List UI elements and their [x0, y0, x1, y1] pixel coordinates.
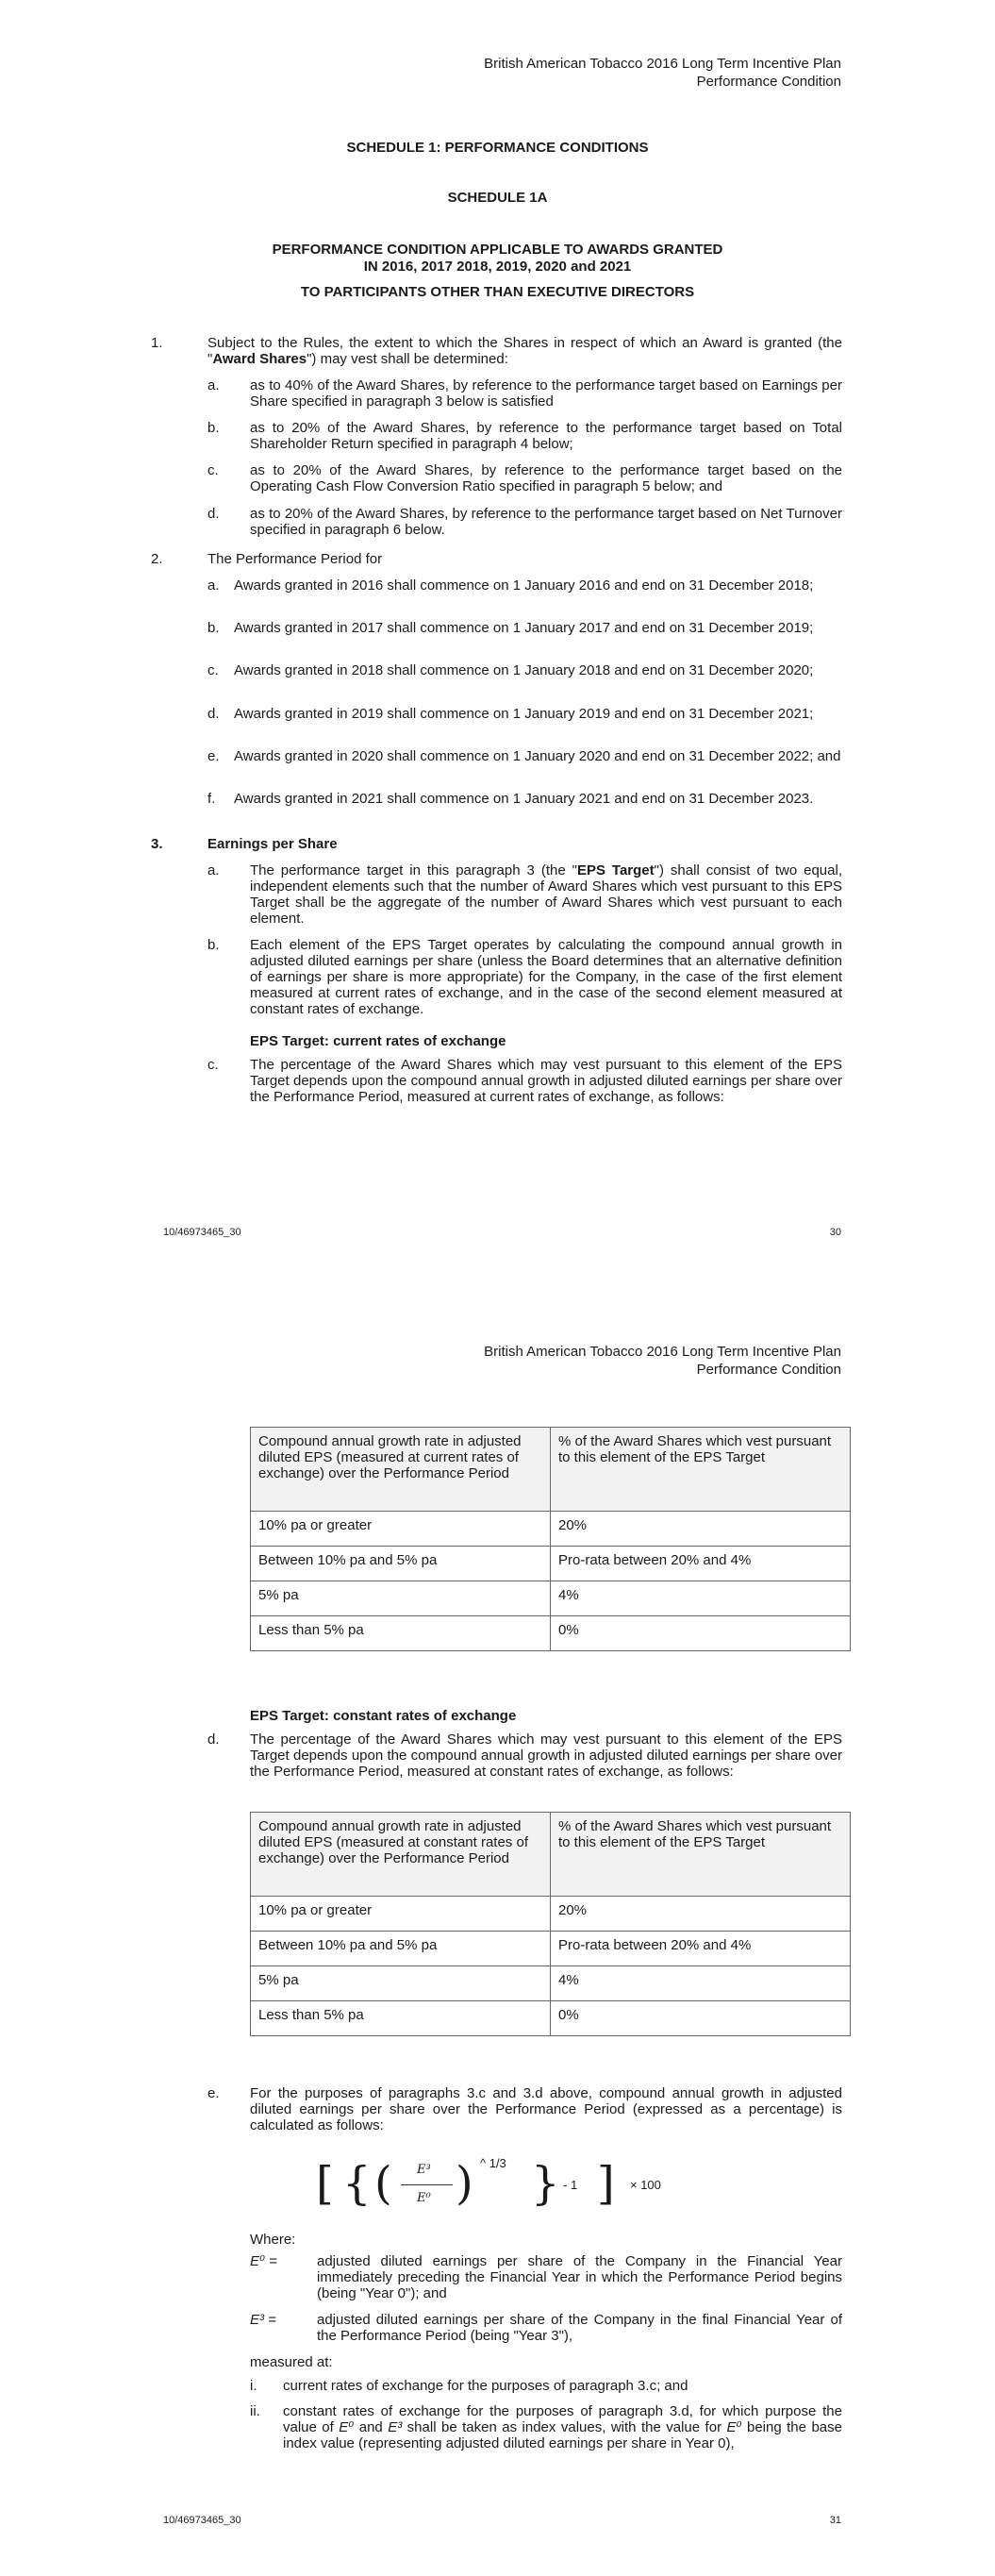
item-label: b.	[207, 937, 220, 953]
section-number: 1.	[151, 335, 163, 351]
section-number: 3.	[151, 836, 163, 852]
header-line-2: Performance Condition	[696, 74, 841, 90]
footer-reference: 10/46973465_30	[163, 1227, 241, 1238]
item-label: b.	[207, 620, 220, 636]
section-2-text: The Performance Period for	[207, 551, 383, 567]
list-item: Awards granted in 2017 shall commence on 1 January 2017 and end on 31 December 2019;	[234, 620, 814, 636]
defined-term: EPS Target	[576, 862, 655, 878]
table-row	[251, 1897, 851, 1932]
paragraph-3b: Each element of the EPS Target operates by calculating the compound annual growth in adjusted diluted earnings per share (unless the Board determines that an alternative definition of earnings per share is more appropriate) for the Company, in the case of the first element measured at current rates of exchange, and in the case of the second element measured at constant rates of exchange.	[250, 937, 842, 1017]
e0-definition: adjusted diluted earnings per share of the Company in the Financial Year immediately preceding the Financial Year in which the Performance Period begins (being "Year 0"); and	[317, 2253, 842, 2301]
page-number: 31	[829, 2515, 841, 2526]
paragraph-3d: The percentage of the Award Shares which may vest pursuant to this element of the EPS Target depends upon the compound annual growth in adjusted diluted earnings per share over the Performance Period, measured at constant rates of exchange, as follows:	[250, 1731, 842, 1780]
list-item: Awards granted in 2021 shall commence on 1 January 2021 and end on 31 December 2023.	[234, 791, 814, 807]
list-item: as to 40% of the Award Shares, by reference to the performance target based on Earnings per Share specified in paragraph 3 below is satisfied	[250, 377, 842, 410]
eps-constant-rates-table	[250, 1812, 851, 2036]
table-cell: Pro-rata between 20% and 4%	[551, 1932, 851, 1966]
formula-numerator: E³	[417, 2163, 431, 2177]
item-label: c.	[207, 662, 219, 678]
table-row	[251, 1616, 851, 1651]
item-label: a.	[207, 862, 220, 878]
table-header-row	[251, 1428, 851, 1512]
list-item: Awards granted in 2019 shall commence on 1 January 2019 and end on 31 December 2021;	[234, 706, 814, 722]
list-item: Awards granted in 2016 shall commence on 1 January 2016 and end on 31 December 2018;	[234, 577, 814, 594]
table-header-cell: Compound annual growth rate in adjusted diluted EPS (measured at constant rates of exchange) over the Performance Period	[251, 1813, 551, 1897]
eps-current-rates-table	[250, 1427, 851, 1651]
e0-label: E⁰ =	[250, 2253, 277, 2269]
item-label: d.	[207, 506, 220, 522]
list-item: as to 20% of the Award Shares, by reference to the performance target based on the Operating Cash Flow Conversion Ratio specified in paragraph 5 below; and	[250, 462, 842, 494]
formula-close-brace: }	[531, 2157, 560, 2210]
page-31	[0, 1288, 995, 2576]
item-label: ii.	[250, 2403, 260, 2419]
condition-title-1: PERFORMANCE CONDITION APPLICABLE TO AWARDS GRANTED	[272, 242, 723, 258]
table-cell: Pro-rata between 20% and 4%	[551, 1547, 851, 1581]
header-line-2: Performance Condition	[696, 1362, 841, 1378]
section-number: 2.	[151, 551, 163, 567]
item-label: e.	[207, 748, 220, 764]
item-label: i.	[250, 2378, 257, 2394]
formula-open-brace: {	[342, 2157, 372, 2210]
paragraph-3a: The performance target in this paragraph 3 (the "EPS Target") shall consist of two equal, independent elements such that the number of Award Shares which vest pursuant to this EPS Target shall be the aggregate of the number of Award Shares which vest pursuant to each element.	[250, 862, 842, 927]
item-label: d.	[207, 706, 220, 722]
table-header-cell: Compound annual growth rate in adjusted diluted EPS (measured at current rates of exchange) over the Performance Period	[251, 1428, 551, 1512]
list-item: Awards granted in 2020 shall commence on 1 January 2020 and end on 31 December 2022; and	[234, 748, 841, 764]
item-label: c.	[207, 462, 219, 478]
list-item: as to 20% of the Award Shares, by reference to the performance target based on Total Shareholder Return specified in paragraph 4 below;	[250, 420, 842, 452]
condition-title-2: IN 2016, 2017 2018, 2019, 2020 and 2021	[363, 259, 632, 275]
item-label: a.	[207, 377, 220, 393]
e3-label: E³ =	[250, 2312, 276, 2328]
item-label: b.	[207, 420, 220, 436]
table-cell: Between 10% pa and 5% pa	[251, 1547, 551, 1581]
table-row	[251, 1932, 851, 1966]
formula-exponent: ^ 1/3	[480, 2156, 506, 2170]
running-header	[484, 55, 841, 91]
running-header	[484, 1343, 841, 1379]
header-line-1: British American Tobacco 2016 Long Term Incentive Plan	[484, 1344, 841, 1360]
formula-close-bracket: ]	[597, 2157, 615, 2210]
measured-at-label: measured at:	[250, 2354, 333, 2370]
table-row	[251, 2001, 851, 2036]
measure-item-i: current rates of exchange for the purposes of paragraph 3.c; and	[283, 2378, 688, 2394]
item-label: d.	[207, 1731, 220, 1748]
defined-term: Award Shares	[212, 351, 307, 367]
table-cell: 0%	[551, 1616, 851, 1651]
where-label: Where:	[250, 2232, 296, 2248]
table-row	[251, 1547, 851, 1581]
header-line-1: British American Tobacco 2016 Long Term Incentive Plan	[484, 56, 841, 72]
formula-close-paren: )	[456, 2157, 473, 2210]
item-label: f.	[207, 791, 216, 807]
table-header-row	[251, 1813, 851, 1897]
paragraph-3c: The percentage of the Award Shares which may vest pursuant to this element of the EPS Target depends upon the compound annual growth in adjusted diluted earnings per share over the Performance Period, measured at current rates of exchange, as follows:	[250, 1057, 842, 1105]
table-row	[251, 1966, 851, 2001]
e3-definition: adjusted diluted earnings per share of the Company in the final Financial Year of the Performance Period (being "Year 3"),	[317, 2312, 842, 2344]
table-row	[251, 1512, 851, 1547]
table-row	[251, 1581, 851, 1616]
formula-open-bracket: [	[316, 2157, 334, 2210]
section-1-text: Subject to the Rules, the extent to which the Shares in respect of which an Award is granted (the "Award Shares") may vest shall be determined:	[207, 335, 842, 367]
measure-item-ii: constant rates of exchange for the purposes of paragraph 3.d, for which purpose the value of E⁰ and E³ shall be taken as index values, with the value for E⁰ being the base index value (representing adjusted diluted earnings per share in Year 0),	[283, 2403, 842, 2451]
item-label: c.	[207, 1057, 219, 1073]
page-number: 30	[829, 1227, 841, 1238]
table-cell: 4%	[551, 1966, 851, 2001]
table-cell: 20%	[551, 1512, 851, 1547]
schedule-title: SCHEDULE 1: PERFORMANCE CONDITIONS	[346, 140, 649, 156]
fraction-bar	[401, 2184, 453, 2185]
table-header-cell: % of the Award Shares which vest pursuant to this element of the EPS Target	[551, 1813, 851, 1897]
table-header-cell: % of the Award Shares which vest pursuant to this element of the EPS Target	[551, 1428, 851, 1512]
table-cell: 5% pa	[251, 1966, 551, 2001]
table-cell: Less than 5% pa	[251, 2001, 551, 2036]
table-cell: Less than 5% pa	[251, 1616, 551, 1651]
footer-reference: 10/46973465_30	[163, 2515, 241, 2526]
formula-minus-one: - 1	[563, 2178, 578, 2192]
cagr-formula	[316, 2156, 684, 2222]
subheading-constant-rates: EPS Target: constant rates of exchange	[250, 1708, 517, 1724]
list-item: Awards granted in 2018 shall commence on 1 January 2018 and end on 31 December 2020;	[234, 662, 814, 678]
paragraph-3e: For the purposes of paragraphs 3.c and 3.d above, compound annual growth in adjusted diluted earnings per share over the Performance Period (expressed as a percentage) is calculated as follows:	[250, 2085, 842, 2133]
table-cell: 5% pa	[251, 1581, 551, 1616]
condition-title-3: TO PARTICIPANTS OTHER THAN EXECUTIVE DIRECTORS	[300, 284, 695, 300]
table-cell: 0%	[551, 2001, 851, 2036]
table-cell: 10% pa or greater	[251, 1897, 551, 1932]
item-label: a.	[207, 577, 220, 594]
table-cell: 4%	[551, 1581, 851, 1616]
table-cell: 10% pa or greater	[251, 1512, 551, 1547]
schedule-subtitle: SCHEDULE 1A	[447, 190, 548, 206]
table-cell: Between 10% pa and 5% pa	[251, 1932, 551, 1966]
item-label: e.	[207, 2085, 220, 2101]
list-item: as to 20% of the Award Shares, by reference to the performance target based on Net Turnover specified in paragraph 6 below.	[250, 506, 842, 538]
table-cell: 20%	[551, 1897, 851, 1932]
subheading-current-rates: EPS Target: current rates of exchange	[250, 1033, 506, 1049]
formula-denominator: E⁰	[417, 2191, 431, 2205]
section-3-heading: Earnings per Share	[207, 836, 338, 852]
formula-open-paren: (	[374, 2157, 392, 2210]
formula-times-100: × 100	[630, 2178, 661, 2192]
